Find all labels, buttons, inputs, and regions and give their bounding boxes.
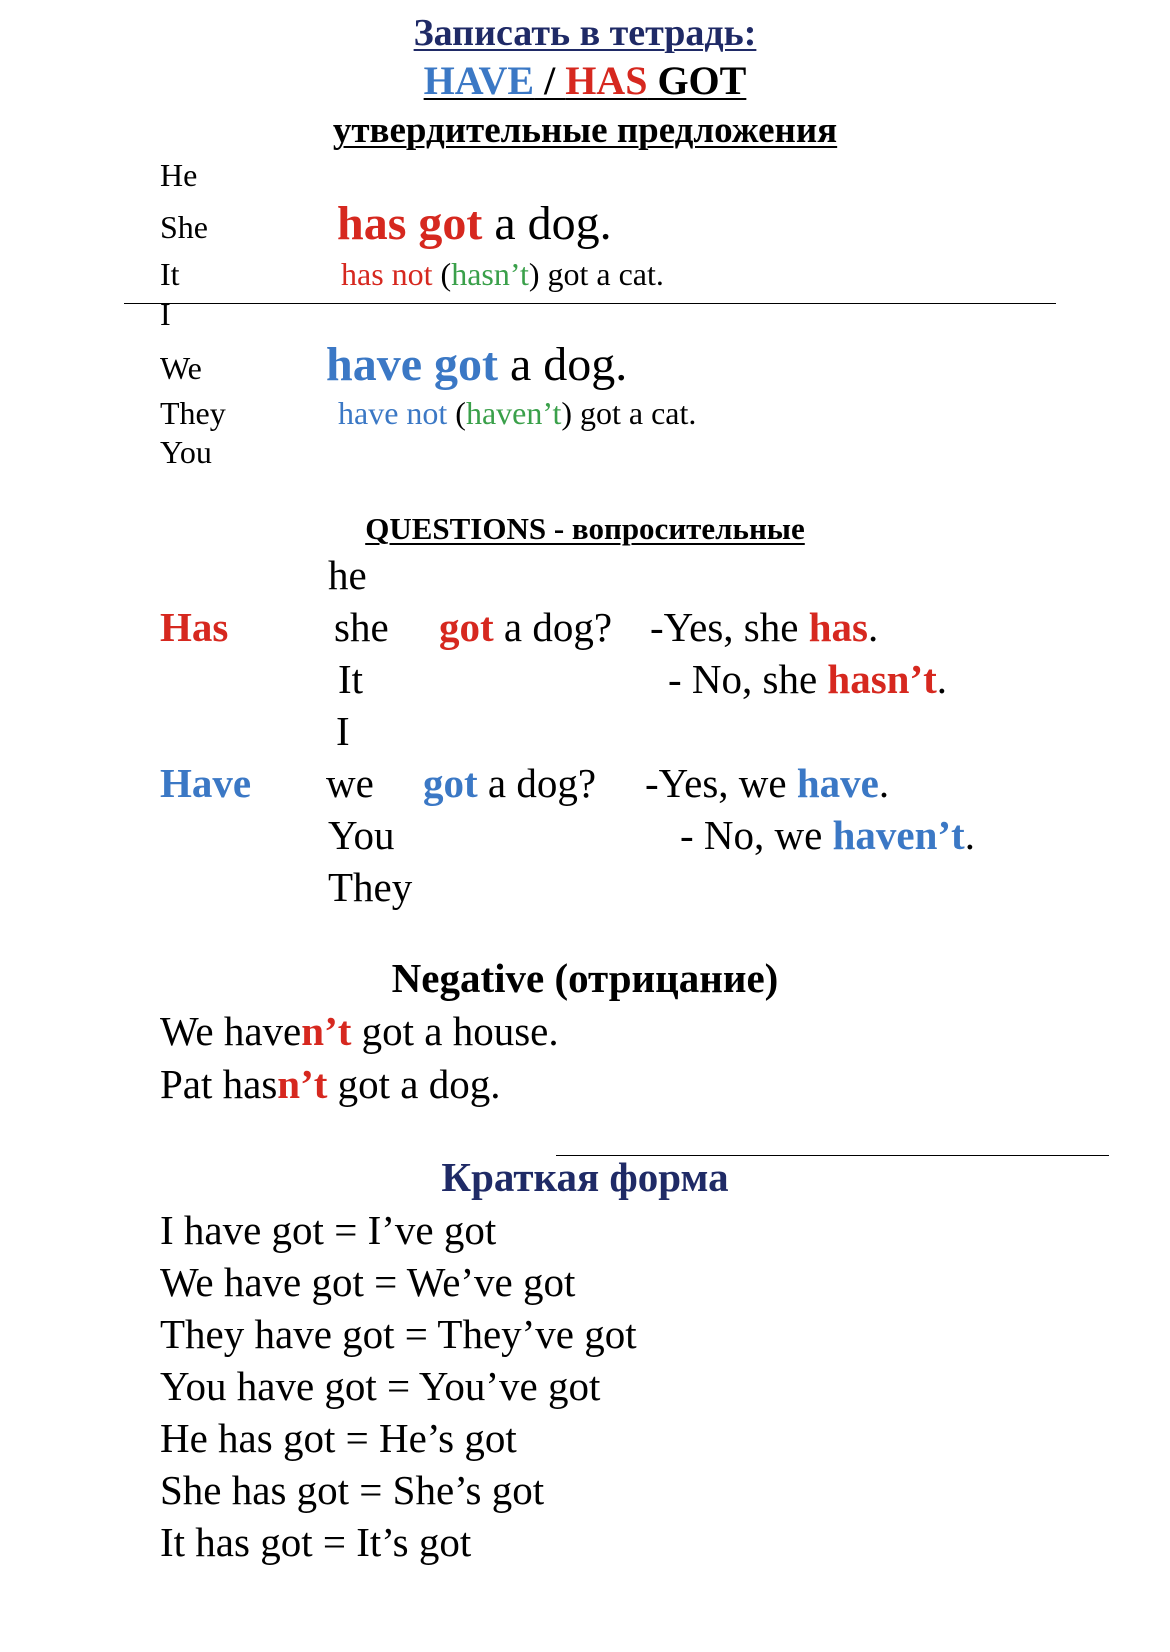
has-no-pre: - No, she [668,656,828,702]
has-no-answer [668,656,948,702]
has-question [439,604,613,650]
slash: / [534,58,566,103]
short-form-line: He has got = He’s got [160,1415,517,1461]
have-question-rest: a dog? [477,760,597,806]
have-question-got: got [423,760,478,806]
have-not-verb: have not [338,395,448,431]
q-pronoun-they: They [328,864,413,910]
pronoun-i: I [160,296,171,332]
have-no-end: . [964,812,975,858]
short-form-title: Краткая форма [441,1154,729,1200]
have-no-pre: - No, we [680,812,833,858]
short-form-line: They have got = They’ve got [160,1311,637,1357]
have-yes-end: . [878,760,890,806]
neg1-nt: n’t [301,1008,352,1054]
have-has-got-heading [0,58,1170,103]
page-title: Записать в тетрадь: [413,12,757,54]
have-no-verb: haven’t [832,812,965,858]
has-yes-end: . [867,604,879,650]
neg2-post: got a dog. [327,1061,501,1107]
neg2-pre: Pat has [160,1061,278,1107]
has-question-rest: a dog? [493,604,613,650]
q-pronoun-we: we [326,760,374,806]
have-not-sentence [338,397,696,429]
has-not-close: ) got a cat. [528,256,664,292]
q-pronoun-she: she [334,604,389,650]
has-got-sentence [337,197,612,250]
has-aux: Has [160,604,229,650]
has-not-open: ( [432,256,452,292]
have-yes-pre: -Yes, we [645,760,797,806]
neg2-nt: n’t [277,1061,328,1107]
has-yes-pre: -Yes, she [650,604,809,650]
has-word: HAS [565,58,648,103]
has-got-verb: has got [337,197,483,250]
hasnt-short: hasn’t [451,256,529,292]
q-pronoun-it: It [338,656,364,702]
have-aux: Have [160,760,252,806]
pronoun-they: They [160,395,226,431]
have-yes-verb: have [796,760,879,806]
has-no-end: . [936,656,948,702]
pronoun-she: She [160,209,208,245]
has-got-rest: a dog. [482,197,612,250]
divider-line [124,303,1056,304]
q-pronoun-i: I [336,708,350,754]
negative-line-1 [160,1008,559,1054]
short-form-line: We have got = We’ve got [160,1259,576,1305]
pronoun-we: We [160,350,202,386]
q-pronoun-you: You [328,812,395,858]
have-no-answer [680,812,975,858]
has-yes-verb: has [808,604,868,650]
short-form-line: She has got = She’s got [160,1467,545,1513]
short-form-line: I have got = I’ve got [160,1207,497,1253]
negative-line-2 [160,1061,501,1107]
have-got-rest: a dog. [497,338,628,391]
pronoun-it: It [160,256,180,292]
have-got-sentence [326,338,628,391]
have-word: HAVE [423,58,535,103]
have-question [423,760,597,806]
affirmative-subtitle: утвердительные предложения [332,110,838,151]
neg1-pre: We have [160,1008,302,1054]
has-not-verb: has not [341,256,433,292]
pronoun-he: He [160,157,198,193]
got-word: GOT [647,58,747,103]
neg1-post: got a house. [351,1008,559,1054]
short-form-line: It has got = It’s got [160,1519,472,1565]
has-no-verb: hasn’t [827,656,937,702]
has-yes-answer [650,604,879,650]
q-pronoun-he: he [328,552,367,598]
questions-title: QUESTIONS - вопросительные [365,511,805,546]
has-question-got: got [439,604,494,650]
negative-title: Negative (отрицание) [391,955,779,1001]
have-yes-answer [645,760,890,806]
havent-short: haven’t [465,395,562,431]
have-not-open: ( [447,395,466,431]
have-not-close: ) got a cat. [561,395,697,431]
pronoun-you: You [160,434,212,470]
have-got-verb: have got [326,338,498,391]
has-not-sentence [341,258,664,290]
short-form-line: You have got = You’ve got [160,1363,601,1409]
